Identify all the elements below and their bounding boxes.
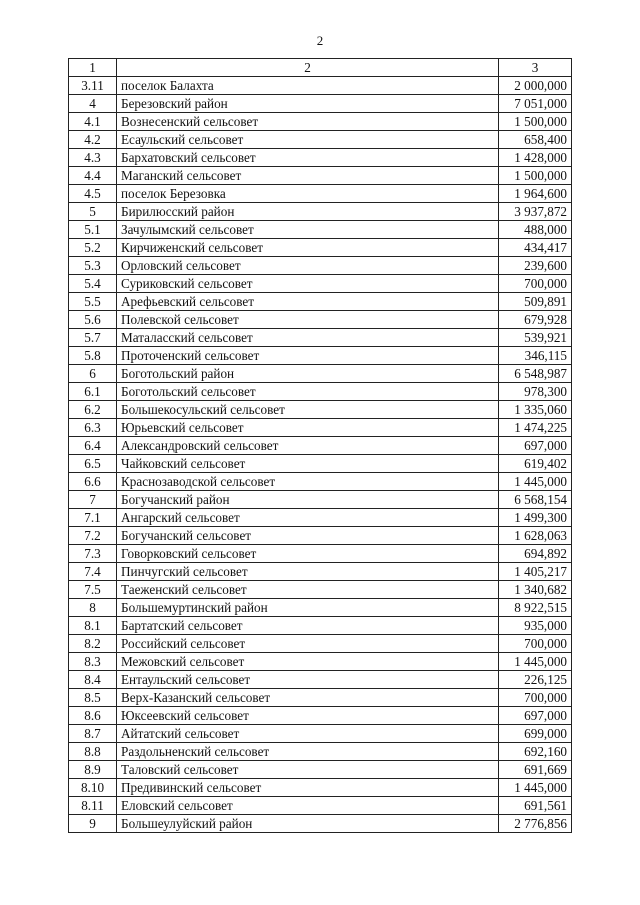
row-name-cell: Маганский сельсовет	[117, 167, 499, 185]
row-number-cell: 4.2	[69, 131, 117, 149]
row-number-cell: 8.7	[69, 725, 117, 743]
row-amount-cell: 1 445,000	[499, 473, 572, 491]
table-row	[69, 77, 572, 95]
row-name-cell: Говорковский сельсовет	[117, 545, 499, 563]
row-number-cell: 5.4	[69, 275, 117, 293]
row-amount-cell: 658,400	[499, 131, 572, 149]
allocation-table	[68, 58, 572, 833]
row-name-cell: Таеженский сельсовет	[117, 581, 499, 599]
table-row	[69, 419, 572, 437]
row-amount-cell: 691,669	[499, 761, 572, 779]
table-row	[69, 221, 572, 239]
row-amount-cell: 8 922,515	[499, 599, 572, 617]
row-name-cell: Арефьевский сельсовет	[117, 293, 499, 311]
row-name-cell: Суриковский сельсовет	[117, 275, 499, 293]
row-amount-cell: 1 445,000	[499, 779, 572, 797]
row-amount-cell: 1 335,060	[499, 401, 572, 419]
table-row	[69, 617, 572, 635]
row-number-cell: 4	[69, 95, 117, 113]
row-name-cell: Маталасский сельсовет	[117, 329, 499, 347]
row-name-cell: Чайковский сельсовет	[117, 455, 499, 473]
row-number-cell: 8.4	[69, 671, 117, 689]
row-number-cell: 5.1	[69, 221, 117, 239]
row-amount-cell: 539,921	[499, 329, 572, 347]
table-row	[69, 761, 572, 779]
table-row	[69, 257, 572, 275]
table-row	[69, 455, 572, 473]
row-name-cell: Верх-Казанский сельсовет	[117, 689, 499, 707]
row-name-cell: Вознесенский сельсовет	[117, 113, 499, 131]
row-amount-cell: 2 000,000	[499, 77, 572, 95]
row-name-cell: поселок Березовка	[117, 185, 499, 203]
row-amount-cell: 978,300	[499, 383, 572, 401]
row-number-cell: 8.3	[69, 653, 117, 671]
row-number-cell: 6.3	[69, 419, 117, 437]
table-row	[69, 185, 572, 203]
row-number-cell: 7.5	[69, 581, 117, 599]
row-number-cell: 3.11	[69, 77, 117, 95]
row-name-cell: Есаульский сельсовет	[117, 131, 499, 149]
row-number-cell: 8.8	[69, 743, 117, 761]
table-header-row	[69, 59, 572, 77]
table-row	[69, 365, 572, 383]
row-number-cell: 4.5	[69, 185, 117, 203]
table-row	[69, 437, 572, 455]
row-name-cell: Проточенский сельсовет	[117, 347, 499, 365]
row-amount-cell: 226,125	[499, 671, 572, 689]
row-number-cell: 4.4	[69, 167, 117, 185]
row-amount-cell: 1 474,225	[499, 419, 572, 437]
table-row	[69, 581, 572, 599]
table-row	[69, 383, 572, 401]
row-amount-cell: 7 051,000	[499, 95, 572, 113]
row-amount-cell: 697,000	[499, 437, 572, 455]
table-row	[69, 509, 572, 527]
table-row	[69, 329, 572, 347]
row-amount-cell: 697,000	[499, 707, 572, 725]
row-number-cell: 7.1	[69, 509, 117, 527]
row-name-cell: Таловский сельсовет	[117, 761, 499, 779]
row-number-cell: 4.1	[69, 113, 117, 131]
table-row	[69, 95, 572, 113]
row-number-cell: 8.1	[69, 617, 117, 635]
row-amount-cell: 3 937,872	[499, 203, 572, 221]
row-name-cell: Ентаульский сельсовет	[117, 671, 499, 689]
row-number-cell: 6.2	[69, 401, 117, 419]
table-row	[69, 707, 572, 725]
table-row	[69, 725, 572, 743]
table-body	[69, 77, 572, 833]
column-header-number: 1	[69, 59, 117, 77]
table-row	[69, 671, 572, 689]
row-name-cell: Орловский сельсовет	[117, 257, 499, 275]
row-name-cell: Боготольский сельсовет	[117, 383, 499, 401]
row-number-cell: 5.6	[69, 311, 117, 329]
table-row	[69, 203, 572, 221]
row-number-cell: 5	[69, 203, 117, 221]
row-name-cell: Пинчугский сельсовет	[117, 563, 499, 581]
row-amount-cell: 692,160	[499, 743, 572, 761]
row-name-cell: Березовский район	[117, 95, 499, 113]
row-name-cell: Юрьевский сельсовет	[117, 419, 499, 437]
row-amount-cell: 6 568,154	[499, 491, 572, 509]
page-number: 2	[316, 33, 324, 48]
row-amount-cell: 1 405,217	[499, 563, 572, 581]
row-name-cell: Богучанский сельсовет	[117, 527, 499, 545]
table-row	[69, 599, 572, 617]
row-amount-cell: 488,000	[499, 221, 572, 239]
table-row	[69, 113, 572, 131]
row-name-cell: Полевской сельсовет	[117, 311, 499, 329]
row-name-cell: Краснозаводской сельсовет	[117, 473, 499, 491]
table-row	[69, 473, 572, 491]
row-amount-cell: 699,000	[499, 725, 572, 743]
row-name-cell: Александровский сельсовет	[117, 437, 499, 455]
row-number-cell: 7.3	[69, 545, 117, 563]
row-name-cell: Предивинский сельсовет	[117, 779, 499, 797]
row-number-cell: 9	[69, 815, 117, 833]
table-row	[69, 401, 572, 419]
row-amount-cell: 1 340,682	[499, 581, 572, 599]
row-amount-cell: 679,928	[499, 311, 572, 329]
row-amount-cell: 1 500,000	[499, 167, 572, 185]
row-number-cell: 6.5	[69, 455, 117, 473]
row-amount-cell: 434,417	[499, 239, 572, 257]
table-row	[69, 293, 572, 311]
row-number-cell: 6.6	[69, 473, 117, 491]
table-row	[69, 275, 572, 293]
row-amount-cell: 700,000	[499, 635, 572, 653]
row-number-cell: 5.5	[69, 293, 117, 311]
row-amount-cell: 2 776,856	[499, 815, 572, 833]
table-row	[69, 527, 572, 545]
row-number-cell: 8.10	[69, 779, 117, 797]
row-amount-cell: 694,892	[499, 545, 572, 563]
row-name-cell: Кирчиженский сельсовет	[117, 239, 499, 257]
row-number-cell: 6.4	[69, 437, 117, 455]
table-row	[69, 347, 572, 365]
row-name-cell: Еловский сельсовет	[117, 797, 499, 815]
row-amount-cell: 1 499,300	[499, 509, 572, 527]
row-number-cell: 5.8	[69, 347, 117, 365]
row-name-cell: Российский сельсовет	[117, 635, 499, 653]
row-amount-cell: 346,115	[499, 347, 572, 365]
table-row	[69, 797, 572, 815]
row-name-cell: Боготольский район	[117, 365, 499, 383]
table-row	[69, 491, 572, 509]
column-header-amount: 3	[499, 59, 572, 77]
row-amount-cell: 1 445,000	[499, 653, 572, 671]
row-number-cell: 8.11	[69, 797, 117, 815]
row-number-cell: 4.3	[69, 149, 117, 167]
row-name-cell: Раздольненский сельсовет	[117, 743, 499, 761]
row-amount-cell: 6 548,987	[499, 365, 572, 383]
row-amount-cell: 1 628,063	[499, 527, 572, 545]
row-name-cell: Большемуртинский район	[117, 599, 499, 617]
row-number-cell: 7.4	[69, 563, 117, 581]
table-row	[69, 545, 572, 563]
row-amount-cell: 700,000	[499, 275, 572, 293]
row-number-cell: 6.1	[69, 383, 117, 401]
row-name-cell: Айтатский сельсовет	[117, 725, 499, 743]
row-number-cell: 8	[69, 599, 117, 617]
row-name-cell: Бирилюсский район	[117, 203, 499, 221]
row-amount-cell: 619,402	[499, 455, 572, 473]
table-row	[69, 743, 572, 761]
row-amount-cell: 1 428,000	[499, 149, 572, 167]
row-amount-cell: 691,561	[499, 797, 572, 815]
row-number-cell: 7.2	[69, 527, 117, 545]
row-name-cell: Межовский сельсовет	[117, 653, 499, 671]
table-row	[69, 635, 572, 653]
row-number-cell: 5.3	[69, 257, 117, 275]
row-number-cell: 8.9	[69, 761, 117, 779]
row-amount-cell: 509,891	[499, 293, 572, 311]
row-amount-cell: 700,000	[499, 689, 572, 707]
row-name-cell: Юксеевский сельсовет	[117, 707, 499, 725]
row-name-cell: Бартатский сельсовет	[117, 617, 499, 635]
table-row	[69, 653, 572, 671]
row-amount-cell: 1 500,000	[499, 113, 572, 131]
row-amount-cell: 1 964,600	[499, 185, 572, 203]
table-row	[69, 779, 572, 797]
table-row	[69, 131, 572, 149]
column-header-name: 2	[117, 59, 499, 77]
table-row	[69, 563, 572, 581]
row-amount-cell: 239,600	[499, 257, 572, 275]
row-name-cell: Ангарский сельсовет	[117, 509, 499, 527]
row-number-cell: 8.2	[69, 635, 117, 653]
row-number-cell: 8.5	[69, 689, 117, 707]
table-row	[69, 239, 572, 257]
row-name-cell: Зачулымский сельсовет	[117, 221, 499, 239]
table-row	[69, 149, 572, 167]
row-number-cell: 5.2	[69, 239, 117, 257]
row-name-cell: Большеулуйский район	[117, 815, 499, 833]
table-row	[69, 689, 572, 707]
row-name-cell: Большекосульский сельсовет	[117, 401, 499, 419]
table-row	[69, 815, 572, 833]
row-name-cell: Бархатовский сельсовет	[117, 149, 499, 167]
row-number-cell: 6	[69, 365, 117, 383]
row-number-cell: 5.7	[69, 329, 117, 347]
row-name-cell: Богучанский район	[117, 491, 499, 509]
row-number-cell: 8.6	[69, 707, 117, 725]
row-number-cell: 7	[69, 491, 117, 509]
table-row	[69, 167, 572, 185]
table-row	[69, 311, 572, 329]
row-amount-cell: 935,000	[499, 617, 572, 635]
row-name-cell: поселок Балахта	[117, 77, 499, 95]
